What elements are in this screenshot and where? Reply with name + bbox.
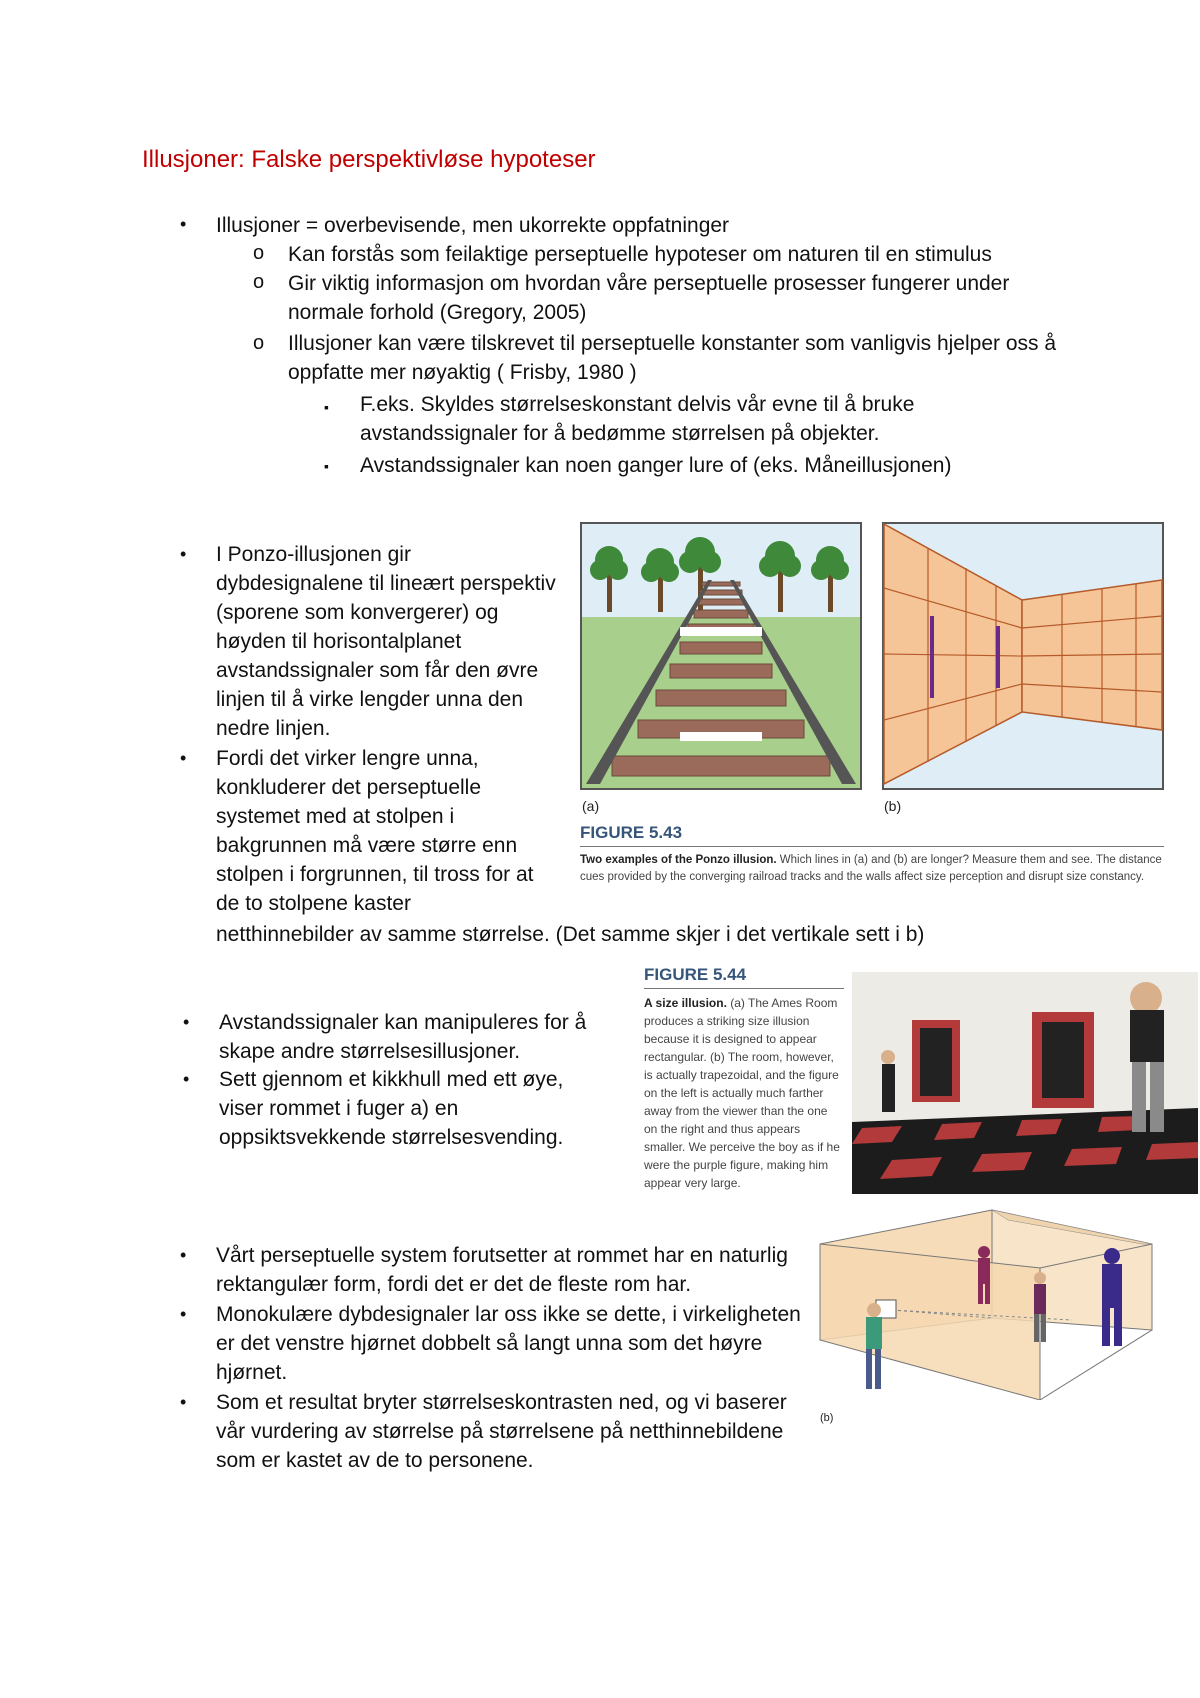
figure-5-43-caption — [580, 852, 1166, 886]
figure-5-44-caption — [644, 994, 844, 1192]
figure-rule — [644, 988, 844, 989]
bullet-disc: • — [183, 1069, 190, 1089]
figure-label-b: (b) — [820, 1412, 834, 1424]
bullet-circle: o — [253, 242, 265, 264]
bullet-disc: • — [180, 1392, 187, 1412]
bullet-disc: • — [180, 214, 187, 234]
bullet-disc: • — [180, 1245, 187, 1265]
upper-line — [680, 627, 762, 636]
bullet-disc: • — [183, 1012, 190, 1032]
subsub-bullet-1: F.eks. Skyldes størrelseskonstant delvis vår evne til å bruke avstandssignaler for å bedømme størrelsen på objekter. — [360, 393, 915, 445]
ames-room-photo — [852, 972, 1198, 1199]
bullet-disc: • — [180, 1304, 187, 1324]
ames-room-diagram — [812, 1200, 1162, 1405]
ames-paragraph-1: Avstandssignaler kan manipuleres for å skape andre størrelsesillusjoner. — [219, 1011, 587, 1063]
bullet-square: ▪ — [324, 399, 329, 415]
size-contrast-paragraph: Som et resultat bryter størrelseskontrasten ned, og vi baserer vår vurdering av størrelse på størrelsene på netthinnebildene som er kastet av de to personene. — [216, 1391, 787, 1472]
caption-text: Which lines in (a) and (b) are longer? Measure them and see. The distance cues provided by the converging railroad tracks and the walls affect size perception and disrupt size constancy. — [580, 854, 1162, 883]
figure-5-44-title: FIGURE 5.44 — [644, 965, 747, 984]
railroad-illustration — [580, 522, 862, 790]
figure-rule — [580, 846, 1164, 847]
ponzo-paragraph-1: I Ponzo-illusjonen gir dybdesignalene til lineært perspektiv (sporene som konvergerer) og høyden til horisontalplanet avstandssignaler som får den øvre linjen til å virke lengder unna den nedre linjen. — [216, 543, 556, 740]
bullet-square: ▪ — [324, 458, 329, 474]
ames-paragraph-2: Sett gjennom et kikkhull med ett øye, viser rommet i fuger a) en oppsiktsvekkende størrelsesvending. — [219, 1068, 564, 1149]
ponzo-paragraph-2-continued: netthinnebilder av samme størrelse. (Det samme skjer i det vertikale sett i b) — [216, 923, 925, 946]
girl-figure-icon — [881, 1050, 895, 1112]
figure-ponzo-walls — [882, 522, 1164, 795]
figure-label-a: (a) — [582, 798, 600, 814]
caption-bold: Two examples of the Ponzo illusion. — [580, 854, 777, 866]
sub-bullet-1: Kan forstås som feilaktige perseptuelle hypoteser om naturen til en stimulus — [288, 243, 992, 266]
bullet-disc: • — [180, 544, 187, 564]
caption-bold: A size illusion. — [644, 996, 727, 1010]
sub-bullet-2: Gir viktig informasjon om hvordan våre perseptuelle prosesser fungerer under normale forhold (Gregory, 2005) — [288, 272, 1010, 324]
ames-room-schematic — [812, 1200, 1162, 1400]
figure-5-43-title: FIGURE 5.43 — [580, 823, 683, 842]
monocular-cues-paragraph: Monokulære dybdesignaler lar oss ikke se dette, i virkeligheten er det venstre hjørnet dobbelt så langt unna som det høyre hjørnet. — [216, 1303, 801, 1384]
bullet-circle: o — [253, 332, 265, 354]
page-title: Illusjoner: Falske perspektivløse hypoteser — [142, 146, 596, 173]
figure-ponzo-railroad — [580, 522, 862, 795]
figure-label-b: (b) — [884, 798, 902, 814]
lower-line — [680, 732, 762, 741]
caption-text: (a) The Ames Room produces a striking size illusion because it is designed to appear rectangular. (b) The room, however, is actually trapezoidal, and the figure on the left is actually much farther away from the viewer than the one on the right and thus appears smaller. We perceive the boy as if he were the purple figure, making him appear very large. — [644, 996, 840, 1190]
bullet-disc: • — [180, 748, 187, 768]
subsub-bullet-2: Avstandssignaler kan noen ganger lure of (eks. Måneillusjonen) — [360, 454, 952, 477]
walls-illustration — [882, 522, 1164, 790]
ponzo-paragraph-2: Fordi det virker lengre unna, konkluderer det perseptuelle systemet med at stolpen i bakgrunnen må være større enn stolpen i forgrunnen, til tross for at de to stolpene kaster — [216, 747, 534, 915]
bullet-circle: o — [253, 271, 265, 293]
bullet-main: Illusjoner = overbevisende, men ukorrekte oppfatninger — [216, 214, 730, 237]
sub-bullet-3: Illusjoner kan være tilskrevet til perseptuelle konstanter som vanligvis hjelper oss å oppfatte mer nøyaktig ( Frisby, 1980 ) — [288, 332, 1057, 384]
rectangular-room-paragraph: Vårt perseptuelle system forutsetter at rommet har en naturlig rektangulær form, fordi det er det de fleste rom har. — [216, 1244, 788, 1296]
ames-room-illustration — [852, 972, 1198, 1194]
